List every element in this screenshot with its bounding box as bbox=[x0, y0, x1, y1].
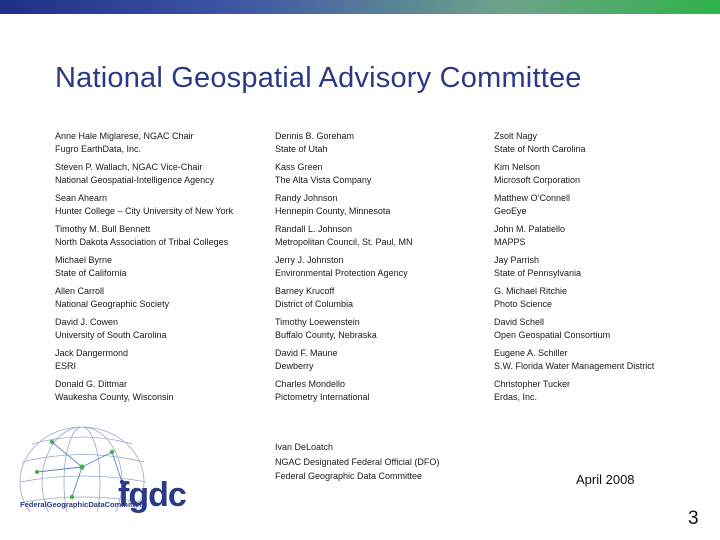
member-org: State of North Carolina bbox=[494, 143, 586, 154]
member-name: Timothy M. Bull Bennett bbox=[55, 224, 151, 234]
member-row bbox=[55, 347, 695, 378]
member-entry bbox=[55, 192, 233, 217]
member-name: Eugene A. Schiller bbox=[494, 348, 568, 358]
member-name: Matthew O’Connell bbox=[494, 193, 571, 203]
member-org: Microsoft Corporation bbox=[494, 174, 581, 185]
page-number: 3 bbox=[688, 508, 699, 529]
slide-date: April 2008 bbox=[576, 472, 635, 487]
member-name: Steven P. Wallach, NGAC Vice-Chair bbox=[55, 162, 203, 172]
member-entry bbox=[494, 285, 567, 310]
member-org: State of California bbox=[55, 267, 127, 278]
member-name: Barney Krucoff bbox=[275, 286, 335, 296]
member-entry bbox=[275, 254, 408, 279]
member-org: Waukesha County, Wisconsin bbox=[55, 391, 174, 402]
member-name: Jay Parrish bbox=[494, 255, 540, 265]
member-entry bbox=[494, 130, 586, 155]
member-org: Hennepin County, Minnesota bbox=[275, 205, 391, 216]
member-name: Kass Green bbox=[275, 162, 323, 172]
member-org: District of Columbia bbox=[275, 298, 354, 309]
member-row bbox=[55, 130, 695, 161]
member-name: Timothy Loewenstein bbox=[275, 317, 360, 327]
member-org: S.W. Florida Water Management District bbox=[494, 360, 655, 371]
dfo-name: Ivan DeLoatch bbox=[275, 442, 334, 452]
member-name: John M. Palatiello bbox=[494, 224, 566, 234]
member-org: National Geographic Society bbox=[55, 298, 170, 309]
member-name: David J. Cowen bbox=[55, 317, 119, 327]
member-org: University of South Carolina bbox=[55, 329, 167, 340]
member-org: State of Utah bbox=[275, 143, 328, 154]
member-name: Donald G. Dittmar bbox=[55, 379, 128, 389]
member-entry bbox=[275, 316, 377, 341]
member-entry bbox=[494, 161, 580, 186]
dfo-block bbox=[275, 440, 439, 484]
fgdc-logo-subtitle: FederalGeographicDataCommittee bbox=[20, 500, 144, 509]
member-entry bbox=[55, 285, 169, 310]
fgdc-logo-wordmark: fgdc bbox=[118, 476, 186, 514]
member-name: Anne Hale Miglarese, NGAC Chair bbox=[55, 131, 194, 141]
dfo-org: Federal Geographic Data Committee bbox=[275, 471, 423, 481]
member-org: Buffalo County, Nebraska bbox=[275, 329, 377, 340]
member-org: Erdas, Inc. bbox=[494, 391, 538, 402]
member-entry bbox=[275, 161, 371, 186]
member-entry bbox=[55, 130, 194, 155]
member-name: Christopher Tucker bbox=[494, 379, 571, 389]
member-entry bbox=[275, 130, 354, 155]
member-entry bbox=[494, 316, 610, 341]
member-entry bbox=[55, 254, 127, 279]
member-org: Hunter College – City University of New York bbox=[55, 205, 234, 216]
member-org: Metropolitan Council, St. Paul, MN bbox=[275, 236, 413, 247]
member-entry bbox=[494, 347, 654, 372]
member-row bbox=[55, 316, 695, 347]
member-entry bbox=[494, 254, 581, 279]
member-entry bbox=[55, 347, 128, 372]
page-title: National Geospatial Advisory Committee bbox=[55, 62, 582, 94]
member-org: MAPPS bbox=[494, 236, 526, 247]
member-name: Randy Johnson bbox=[275, 193, 338, 203]
member-entry bbox=[55, 316, 167, 341]
member-org: Dewberry bbox=[275, 360, 314, 371]
member-name: Kim Nelson bbox=[494, 162, 541, 172]
member-name: Sean Ahearn bbox=[55, 193, 108, 203]
member-row bbox=[55, 378, 695, 409]
member-entry bbox=[275, 347, 338, 372]
member-org: National Geospatial-Intelligence Agency bbox=[55, 174, 215, 185]
member-name: David Schell bbox=[494, 317, 545, 327]
member-name: Dennis B. Goreham bbox=[275, 131, 355, 141]
member-org: GeoEye bbox=[494, 205, 527, 216]
member-name: Jack Dangermond bbox=[55, 348, 129, 358]
member-row bbox=[55, 192, 695, 223]
member-entry bbox=[275, 192, 390, 217]
member-name: David F. Maune bbox=[275, 348, 338, 358]
member-entry bbox=[275, 285, 353, 310]
member-entry bbox=[494, 378, 570, 403]
member-org: ESRI bbox=[55, 360, 77, 371]
member-entry bbox=[55, 378, 174, 403]
member-name: Jerry J. Johnston bbox=[275, 255, 344, 265]
member-org: Environmental Protection Agency bbox=[275, 267, 408, 278]
member-name: Michael Byrne bbox=[55, 255, 113, 265]
member-entry bbox=[55, 223, 228, 248]
member-name: Randall L. Johnson bbox=[275, 224, 353, 234]
member-entry bbox=[494, 192, 570, 217]
top-gradient-bar bbox=[0, 0, 720, 14]
member-org: Open Geospatial Consortium bbox=[494, 329, 611, 340]
member-org: Photo Science bbox=[494, 298, 553, 309]
member-org: Pictometry International bbox=[275, 391, 370, 402]
member-entry bbox=[494, 223, 565, 248]
member-name: Charles Mondello bbox=[275, 379, 346, 389]
member-row bbox=[55, 285, 695, 316]
member-row bbox=[55, 223, 695, 254]
member-name: Zsolt Nagy bbox=[494, 131, 538, 141]
member-entry bbox=[275, 378, 370, 403]
dfo-role: NGAC Designated Federal Official (DFO) bbox=[275, 456, 440, 467]
member-org: Fugro EarthData, Inc. bbox=[55, 143, 142, 154]
member-name: G. Michael Ritchie bbox=[494, 286, 568, 296]
member-org: State of Pennsylvania bbox=[494, 267, 582, 278]
member-org: The Alta Vista Company bbox=[275, 174, 372, 185]
member-name: Allen Carroll bbox=[55, 286, 105, 296]
member-row bbox=[55, 254, 695, 285]
member-org: North Dakota Association of Tribal Colleges bbox=[55, 236, 229, 247]
member-grid bbox=[55, 130, 695, 409]
member-row bbox=[55, 161, 695, 192]
member-entry bbox=[275, 223, 413, 248]
member-entry bbox=[55, 161, 214, 186]
